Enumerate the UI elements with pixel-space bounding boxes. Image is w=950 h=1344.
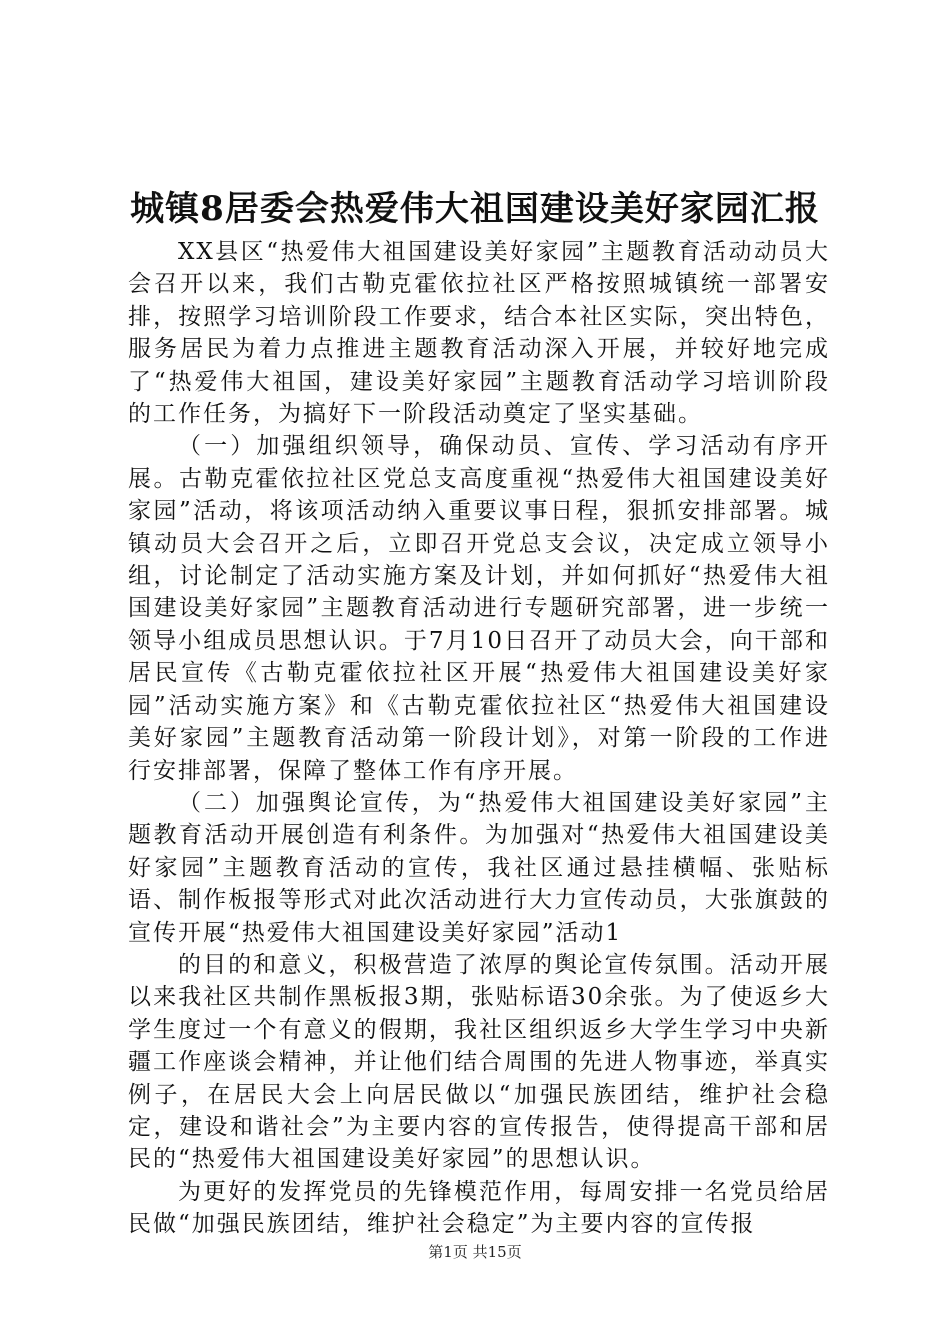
paragraph-section-1: （一）加强组织领导，确保动员、宣传、学习活动有序开展。古勒克霍依拉社区党总支高度重视“热爱伟大祖国建设美好家园”活动，将该项活动纳入重要议事日程，狠抓安排部署。城镇动员大会召开之后，立即召开党总支会议，决定成立领导小组，讨论制定了活动实施方案及计划，并如何抓好“热爱伟大祖国建设美好家园”主题教育活动进行专题研究部署，进一步统一领导小组成员思想认识。于7月10日召开了动员大会，向干部和居民宣传《古勒克霍依拉社区开展“热爱伟大祖国建设美好家园”活动实施方案》和《古勒克霍依拉社区“热爱伟大祖国建设美好家园”主题教育活动第一阶段计划》，对第一阶段的工作进行安排部署，保障了整体工作有序开展。 [128,433,830,784]
page-number-footer: 第1页 共15页 [428,1243,522,1261]
paragraph-section-2: （二）加强舆论宣传，为“热爱伟大祖国建设美好家园”主题教育活动开展创造有利条件。为加强对“热爱伟大祖国建设美好家园”主题教育活动的宣传，我社区通过悬挂横幅、张贴标语、制作板报等形式对此次活动进行大力宣传动员，大张旗鼓的宣传开展“热爱伟大祖国建设美好家园”活动1 [128,789,830,946]
document-title: 城镇8居委会热爱伟大祖国建设美好家园汇报 [130,189,820,229]
paragraph-party-members: 为更好的发挥党员的先锋模范作用，每周安排一名党员给居民做“加强民族团结，维护社会稳定”为主要内容的宣传报 [128,1178,830,1238]
paragraph-section-2-continued: 的目的和意义，积极营造了浓厚的舆论宣传氛围。活动开展以来我社区共制作黑板报3期，张贴标语30余张。为了使返乡大学生度过一个有意义的假期，我社区组织返乡大学生学习中央新疆工作座谈会精神，并让他们结合周围的先进人物事迹，举真实例子，在居民大会上向居民做以“加强民族团结，维护社会稳定，建设和谐社会”为主要内容的宣传报告，使得提高干部和居民的“热爱伟大祖国建设美好家园”的思想认识。 [128,951,830,1173]
paragraph-intro: XX县区“热爱伟大祖国建设美好家园”主题教育活动动员大会召开以来，我们古勒克霍依拉社区严格按照城镇统一部署安排，按照学习培训阶段工作要求，结合本社区实际，突出特色，服务居民为着力点推进主题教育活动深入开展，并较好地完成了“热爱伟大祖国，建设美好家园”主题教育活动学习培训阶段的工作任务，为搞好下一阶段活动奠定了坚实基础。 [128,239,830,428]
document-body [128,236,830,1241]
